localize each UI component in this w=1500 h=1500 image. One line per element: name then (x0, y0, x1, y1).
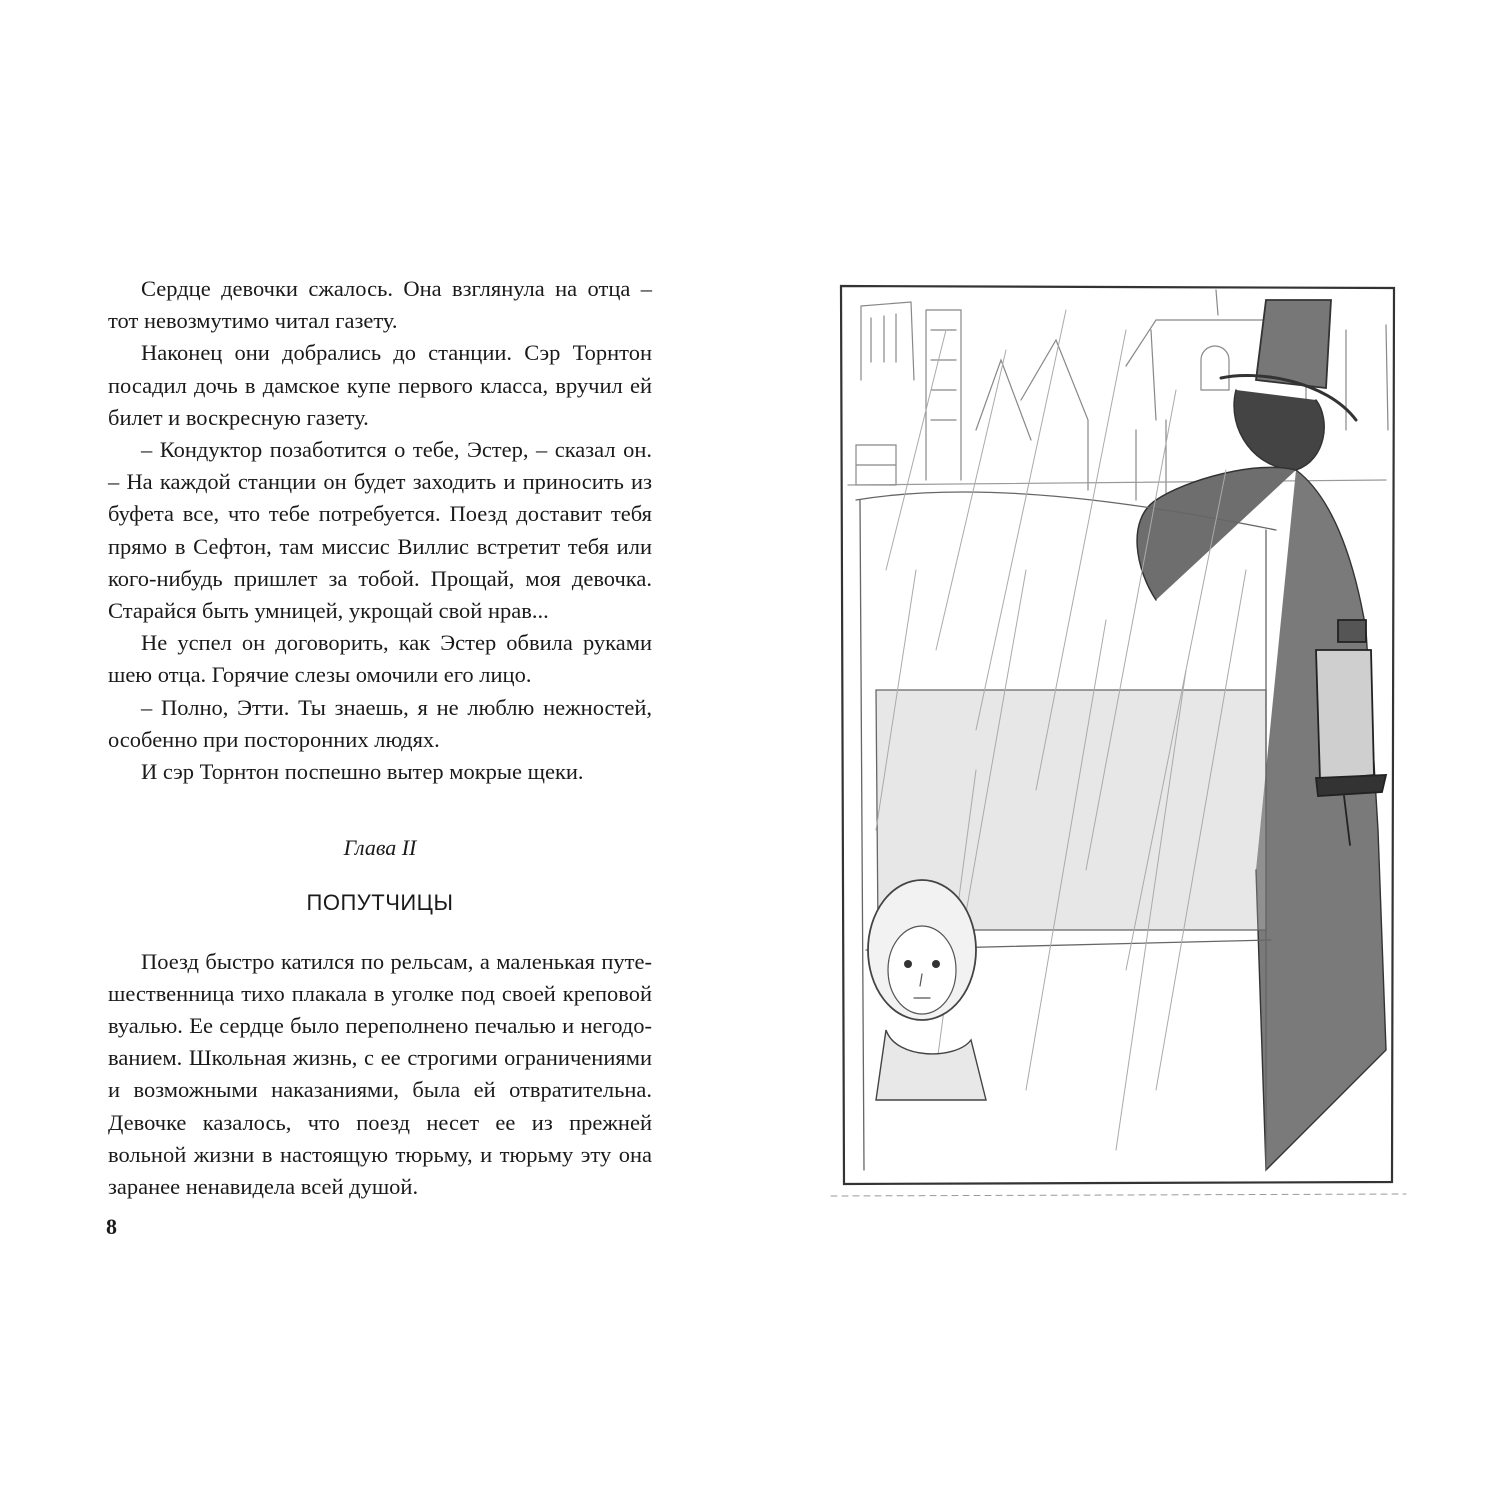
pencil-sketch-illustration (826, 270, 1410, 1200)
chapter-label: Глава II (343, 835, 417, 861)
text-column (108, 273, 652, 1203)
chapter-paragraph: Поезд быстро катился по рельсам, а маленькая путешественница тихо плакала в уголке под своей креповой вуалью. Ее сердце было переполнено печалью и негодованием. Школьная жизнь, с ее строгими ограничениями и возможными наказаниями, была ей отвратительна. Девочке казалось, что поезд несет ее из прежней вольной жизни в настоящую тюрьму, и тюрьму эту она заранее ненавидела всей душой. (108, 948, 652, 1200)
illustration (826, 270, 1410, 1200)
paragraph: – Полно, Этти. Ты знаешь, я не люблю нежностей, особенно при посторонних людях. (108, 694, 652, 752)
paragraph: И сэр Торнтон поспешно вытер мокрые щеки. (141, 759, 584, 785)
paragraph: Сердце девочки сжалось. Она взглянула на отца – тот невозмутимо читал газету. (108, 276, 652, 334)
paragraph: Наконец они добрались до станции. Сэр Торнтон посадил дочь в дамское купе первого класса, вручил ей билет и воскресную газету. (108, 340, 652, 430)
paragraph: Не успел он договорить, как Эстер обвила руками шею отца. Горячие слезы омочили его лицо. (108, 630, 652, 688)
page-number: 8 (106, 1214, 117, 1239)
paragraph: – Кондуктор позаботится о тебе, Эстер, – сказал он. – На каждой станции он будет заходить и приносить из буфета все, что тебе потребуется. Поезд доставит тебя прямо в Сефтон, там миссис Виллис встретит тебя или кого-нибудь пришлет за тобой. Прощай, моя девочка. Старайся быть умницей, укрощай свой нрав... (108, 437, 652, 624)
girl-face-sketch (868, 880, 986, 1100)
chapter-title: ПОПУТЧИЦЫ (306, 890, 454, 916)
